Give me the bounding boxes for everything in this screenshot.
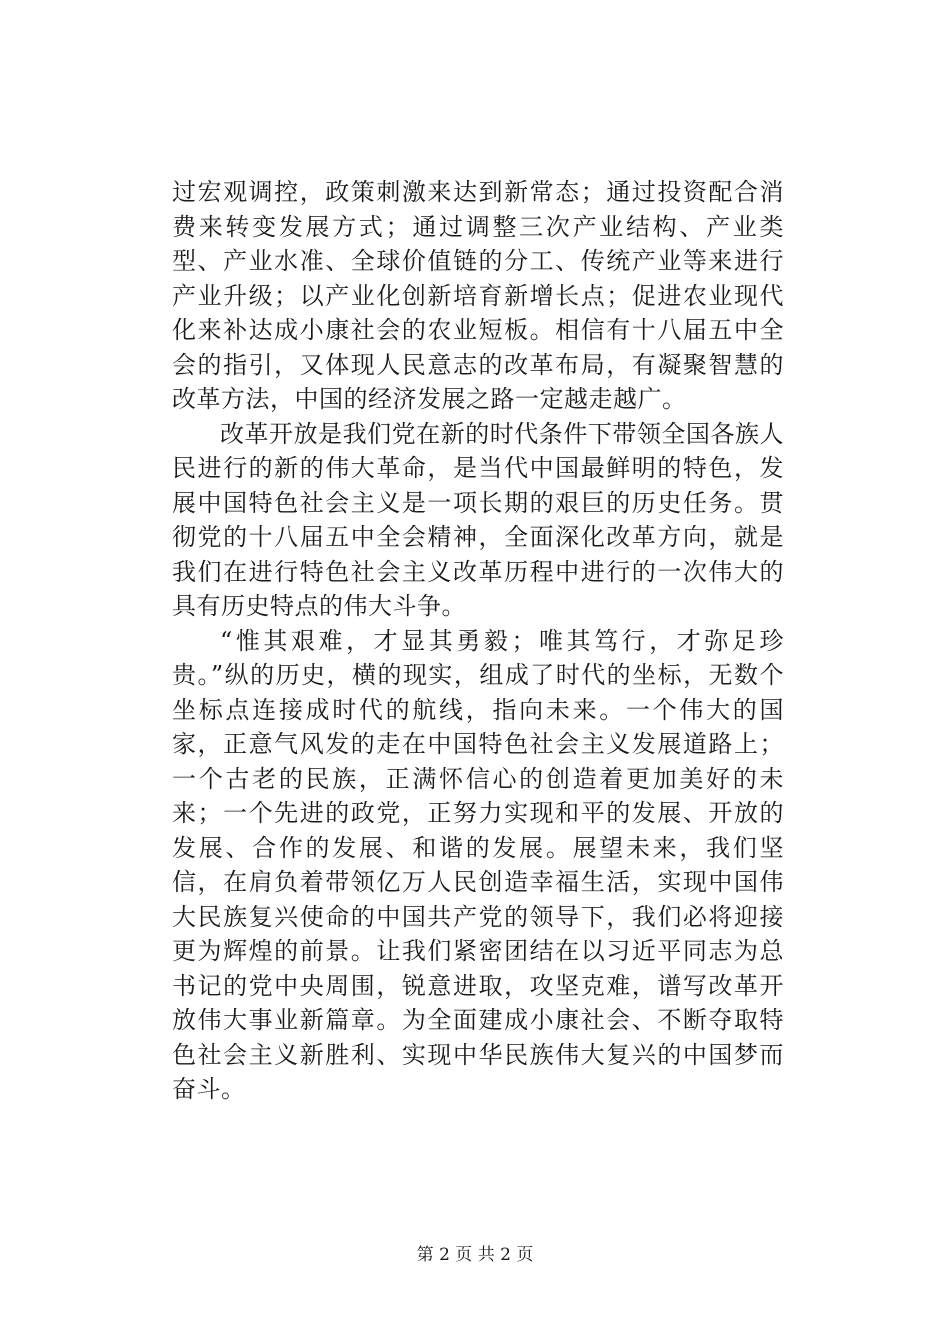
document-body [172, 175, 784, 1107]
page-number: 第 2 页 共 2 页 [416, 1245, 534, 1265]
paragraph-2: 改革开放是我们党在新的时代条件下带领全国各族人民进行的新的伟大革命，是当代中国最鲜明的特色，发展中国特色社会主义是一项长期的艰巨的历史任务。贯彻党的十八届五中全会精神，全面深化改革方向，就是我们在进行特色社会主义改革历程中进行的一次伟大的具有历史特点的伟大斗争。 [172, 419, 784, 620]
paragraph-1: 过宏观调控，政策刺激来达到新常态；通过投资配合消费来转变发展方式；通过调整三次产业结构、产业类型、产业水准、全球价值链的分工、传统产业等来进行产业升级；以产业化创新培育新增长点；促进农业现代化来补达成小康社会的农业短板。相信有十八届五中全会的指引，又体现人民意志的改革布局，有凝聚智慧的改革方法，中国的经济发展之路一定越走越广。 [172, 178, 784, 413]
paragraph-3: “惟其艰难，才显其勇毅；唯其笃行，才弥足珍贵。”纵的历史，横的现实，组成了时代的坐标，无数个坐标点连接成时代的航线，指向未来。一个伟大的国家，正意气风发的走在中国特色社会主义发展道路上；一个古老的民族，正满怀信心的创造着更加美好的未来；一个先进的政党，正努力实现和平的发展、开放的发展、合作的发展、和谐的发展。展望未来，我们坚信，在肩负着带领亿万人民创造幸福生活，实现中国伟大民族复兴使命的中国共产党的领导下，我们必将迎接更为辉煌的前景。让我们紧密团结在以习近平同志为总书记的党中央周围，锐意进取，攻坚克难，谱写改革开放伟大事业新篇章。为全面建成小康社会、不断夺取特色社会主义新胜利、实现中华民族伟大复兴的中国梦而奋斗。 [172, 626, 784, 1103]
